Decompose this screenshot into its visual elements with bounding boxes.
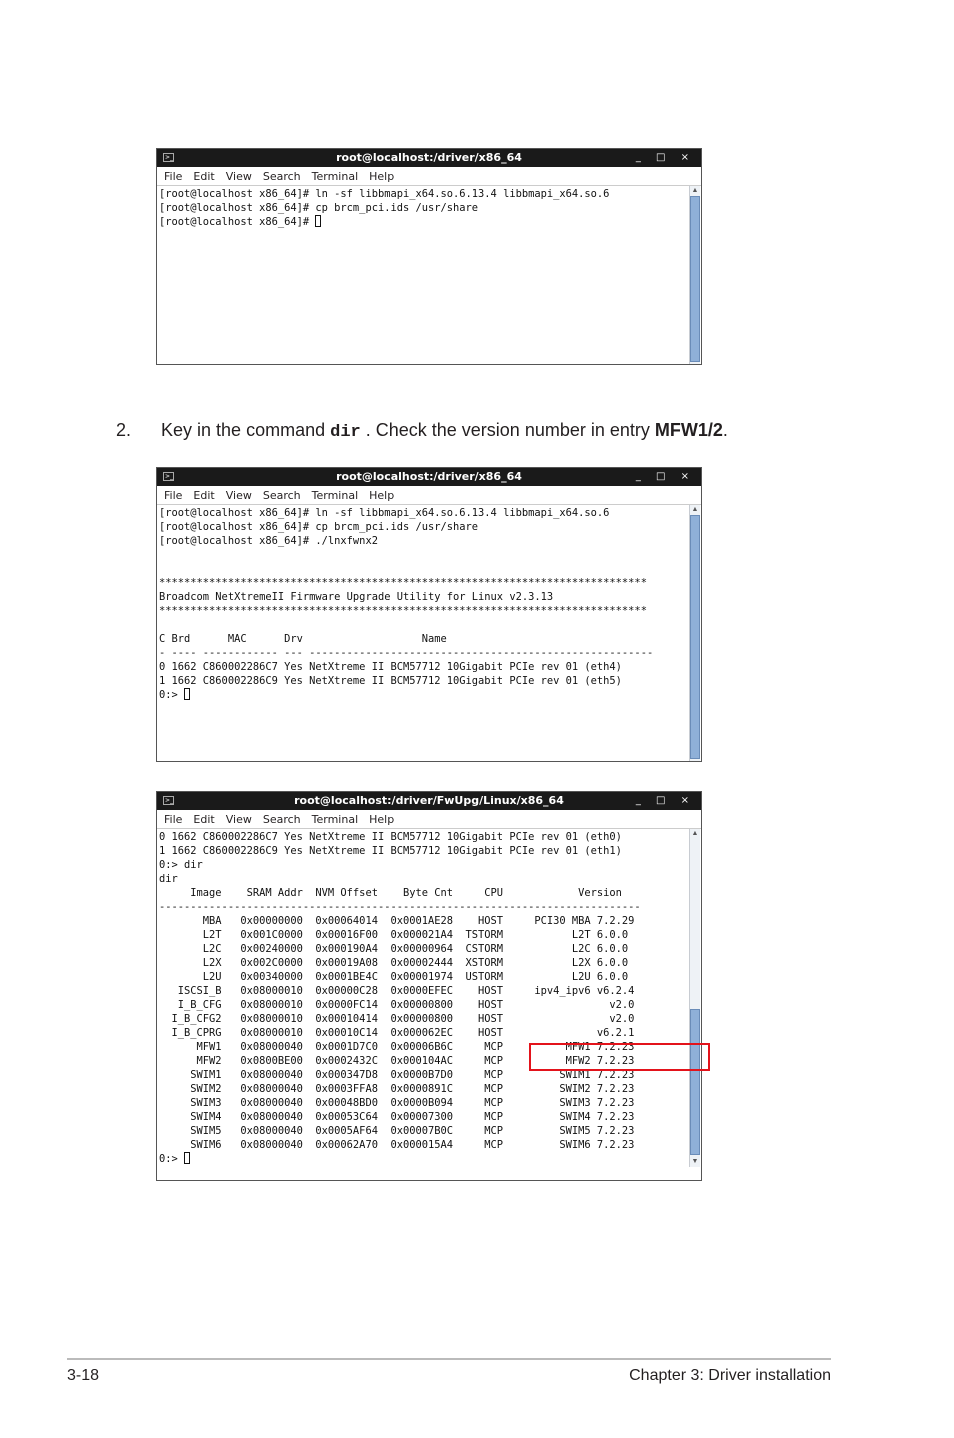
footer-divider: [67, 1358, 831, 1360]
chapter-title: Chapter 3: Driver installation: [629, 1367, 831, 1384]
terminal-line: [159, 618, 687, 632]
menu-bar: [157, 486, 701, 505]
menu-help[interactable]: Help: [369, 489, 395, 502]
terminal-line: -----------------------------------------------------------------------------: [159, 901, 641, 913]
window-title: root@localhost:/driver/FwUpg/Linux/x86_64: [294, 794, 564, 807]
terminal-line: SWIM1 0x08000040 0x000347D8 0x0000B7D0 MCP SWIM1 7.2.23: [159, 1069, 635, 1081]
terminal-window-2: [156, 467, 702, 762]
terminal-line: 0 1662 C860002286C7 Yes NetXtreme II BCM57712 10Gigabit PCIe rev 01 (eth4): [159, 661, 622, 673]
text-cursor: [184, 688, 190, 700]
menu-search[interactable]: Search: [262, 489, 301, 502]
menu-help[interactable]: Help: [369, 813, 395, 826]
terminal-line: C Brd MAC Drv Name: [159, 633, 447, 645]
terminal-window-3: [156, 791, 702, 1181]
menu-search[interactable]: Search: [262, 170, 301, 183]
terminal-line: 1 1662 C860002286C9 Yes NetXtreme II BCM57712 10Gigabit PCIe rev 01 (eth5): [159, 675, 622, 687]
terminal-line: ISCSI_B 0x08000010 0x00000C28 0x0000EFEC HOST ipv4_ipv6 v6.2.4: [159, 985, 635, 997]
terminal-line: L2U 0x00340000 0x0001BE4C 0x00001974 USTORM L2U 6.0.0: [159, 971, 629, 983]
menu-bar: [157, 810, 701, 829]
title-bar: [157, 792, 701, 810]
menu-view[interactable]: View: [225, 489, 252, 502]
terminal-line: L2T 0x001C0000 0x00016F00 0x000021A4 TSTORM L2T 6.0.0: [159, 929, 629, 941]
command-text: dir: [330, 423, 361, 442]
terminal-line: I_B_CFG2 0x08000010 0x00010414 0x00000800 HOST v2.0: [159, 1013, 635, 1025]
terminal-line: Image SRAM Addr NVM Offset Byte Cnt CPU Version: [159, 887, 622, 899]
terminal-line: L2X 0x002C0000 0x00019A08 0x00002444 XSTORM L2X 6.0.0: [159, 957, 629, 969]
menu-file[interactable]: File: [164, 170, 183, 183]
menu-terminal[interactable]: Terminal: [311, 170, 359, 183]
terminal-line: 0:> dir: [159, 859, 203, 871]
terminal-icon: >_: [165, 797, 174, 804]
step-text-after: . Check the version number in entry: [365, 420, 650, 440]
window-controls[interactable]: _ □ ×: [635, 152, 695, 163]
terminal-icon: >_: [165, 154, 174, 161]
terminal-line: [159, 548, 687, 562]
window-title: root@localhost:/driver/x86_64: [336, 470, 522, 483]
menu-bar: [157, 167, 701, 186]
terminal-line: L2C 0x00240000 0x000190A4 0x00000964 CSTORM L2C 6.0.0: [159, 943, 629, 955]
terminal-icon: >_: [165, 473, 174, 480]
step-period: .: [722, 420, 728, 440]
menu-file[interactable]: File: [164, 489, 183, 502]
terminal-line: MFW1 0x08000040 0x0001D7C0 0x00006B6C MCP MFW1 7.2.23: [159, 1041, 635, 1053]
mfw-version-highlight: [529, 1043, 710, 1071]
terminal-line: [root@localhost x86_64]# cp brcm_pci.ids /usr/share: [159, 521, 479, 533]
scroll-up-icon[interactable]: ▲: [691, 830, 699, 837]
menu-terminal[interactable]: Terminal: [311, 489, 359, 502]
terminal-line: SWIM5 0x08000040 0x0005AF64 0x00007B0C MCP SWIM5 7.2.23: [159, 1125, 635, 1137]
menu-edit[interactable]: Edit: [193, 813, 215, 826]
terminal-content[interactable]: [157, 829, 701, 1167]
text-cursor: [315, 215, 321, 227]
window-controls[interactable]: _ □ ×: [635, 795, 695, 806]
scroll-up-icon[interactable]: ▲: [691, 187, 699, 194]
terminal-line: 0:>: [159, 1152, 687, 1166]
terminal-content[interactable]: [157, 186, 701, 364]
terminal-output: [159, 830, 687, 1166]
terminal-line: MFW2 0x0800BE00 0x0002432C 0x000104AC MCP MFW2 7.2.23: [159, 1055, 635, 1067]
terminal-line: SWIM3 0x08000040 0x00048BD0 0x0000B094 MCP SWIM3 7.2.23: [159, 1097, 635, 1109]
terminal-line: [root@localhost x86_64]# ln -sf libbmapi_x64.so.6.13.4 libbmapi_x64.so.6: [159, 188, 610, 200]
terminal-line: MBA 0x00000000 0x00064014 0x0001AE28 HOST PCI30 MBA 7.2.29: [159, 915, 635, 927]
terminal-line: ******************************************************************************: [159, 605, 647, 617]
terminal-line: 1 1662 C860002286C9 Yes NetXtreme II BCM57712 10Gigabit PCIe rev 01 (eth1): [159, 845, 622, 857]
menu-search[interactable]: Search: [262, 813, 301, 826]
menu-view[interactable]: View: [225, 813, 252, 826]
terminal-line: SWIM4 0x08000040 0x00053C64 0x00007300 MCP SWIM4 7.2.23: [159, 1111, 635, 1123]
step-text-before: Key in the command: [161, 420, 326, 440]
terminal-line: 0 1662 C860002286C7 Yes NetXtreme II BCM57712 10Gigabit PCIe rev 01 (eth0): [159, 831, 622, 843]
terminal-window-1: [156, 148, 702, 365]
terminal-line: SWIM2 0x08000040 0x0003FFA8 0x0000891C MCP SWIM2 7.2.23: [159, 1083, 635, 1095]
terminal-line: 0:>: [159, 688, 687, 702]
terminal-line: SWIM6 0x08000040 0x00062A70 0x000015A4 MCP SWIM6 7.2.23: [159, 1139, 635, 1151]
terminal-output: [159, 187, 687, 229]
text-cursor: [184, 1152, 190, 1164]
menu-file[interactable]: File: [164, 813, 183, 826]
scrollbar[interactable]: [689, 186, 700, 364]
page-number: 3-18: [67, 1367, 100, 1384]
terminal-line: [root@localhost x86_64]# ln -sf libbmapi_x64.so.6.13.4 libbmapi_x64.so.6: [159, 507, 610, 519]
menu-help[interactable]: Help: [369, 170, 395, 183]
scroll-down-icon[interactable]: ▼: [691, 1158, 699, 1165]
terminal-line: dir: [159, 873, 178, 885]
terminal-output: [159, 506, 687, 702]
scrollbar[interactable]: [689, 505, 700, 761]
terminal-line: - ---- ------------ --- -------------------------------------------------------: [159, 647, 654, 659]
terminal-line: I_B_CPRG 0x08000010 0x00010C14 0x000062EC HOST v6.2.1: [159, 1027, 635, 1039]
scrollbar-thumb[interactable]: [690, 1009, 700, 1155]
terminal-line: Broadcom NetXtremeII Firmware Upgrade Utility for Linux v2.3.13: [159, 591, 554, 603]
terminal-line: [159, 562, 687, 576]
title-bar: [157, 149, 701, 167]
window-title: root@localhost:/driver/x86_64: [336, 151, 522, 164]
terminal-line: [root@localhost x86_64]# cp brcm_pci.ids /usr/share: [159, 202, 479, 214]
window-controls[interactable]: _ □ ×: [635, 471, 695, 482]
terminal-line: [root@localhost x86_64]# ./lnxfwnx2: [159, 535, 378, 547]
scrollbar[interactable]: [689, 829, 700, 1167]
title-bar: [157, 468, 701, 486]
menu-edit[interactable]: Edit: [193, 489, 215, 502]
menu-terminal[interactable]: Terminal: [311, 813, 359, 826]
menu-view[interactable]: View: [225, 170, 252, 183]
step-instruction: [116, 420, 728, 442]
terminal-content[interactable]: [157, 505, 701, 761]
terminal-line: I_B_CFG 0x08000010 0x0000FC14 0x00000800 HOST v2.0: [159, 999, 635, 1011]
terminal-line: ******************************************************************************: [159, 577, 647, 589]
scrollbar-thumb[interactable]: [690, 515, 700, 759]
menu-edit[interactable]: Edit: [193, 170, 215, 183]
scroll-up-icon[interactable]: ▲: [691, 506, 699, 513]
step-number: 2.: [116, 420, 132, 440]
entry-name: MFW1/2: [654, 420, 723, 440]
terminal-line: [root@localhost x86_64]#: [159, 215, 687, 229]
scrollbar-thumb[interactable]: [690, 196, 700, 362]
